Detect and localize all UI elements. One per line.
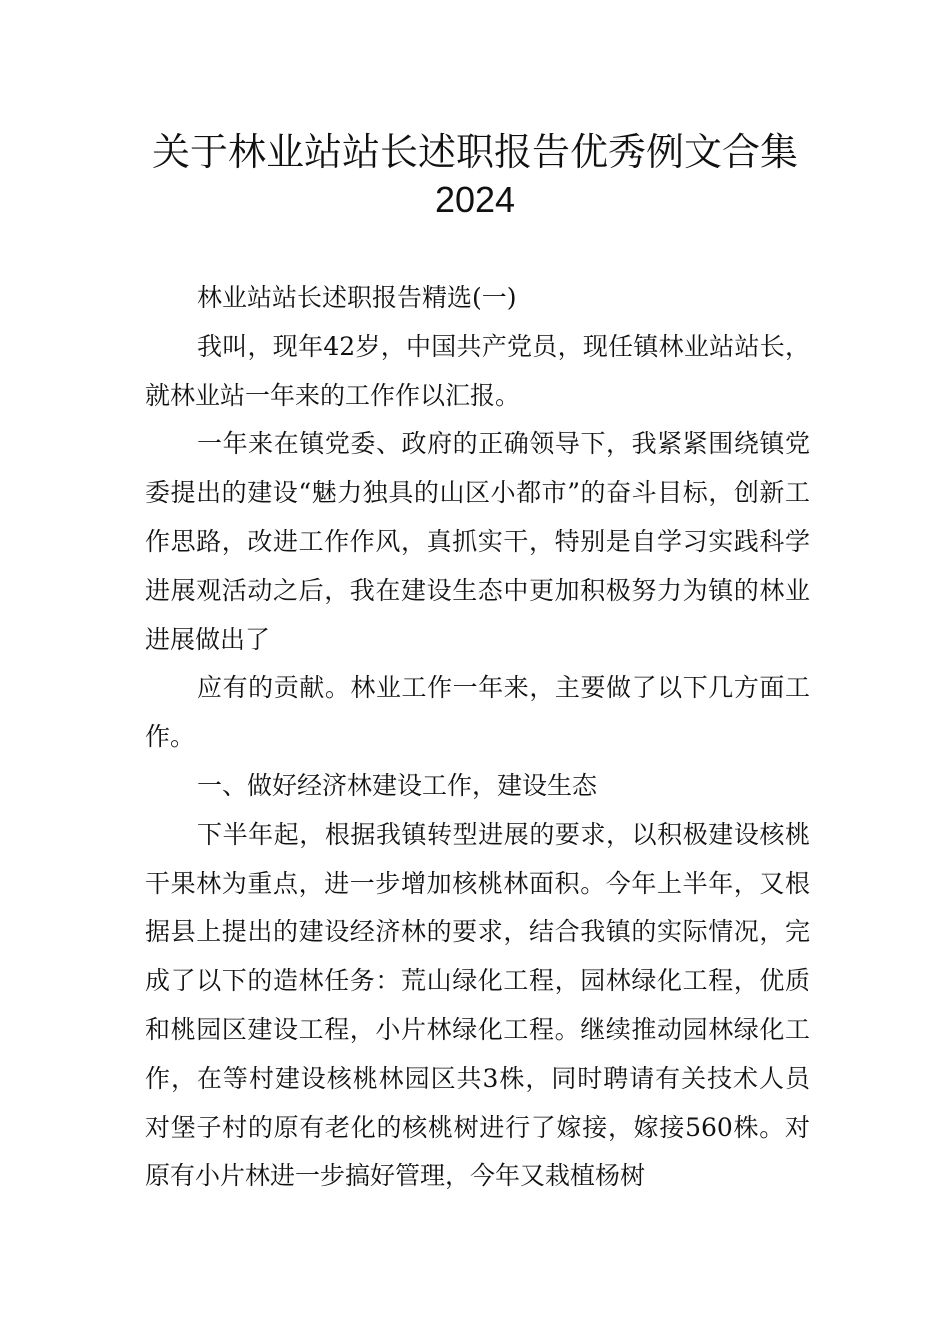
document-title-year: 2024 (434, 179, 516, 220)
document-title: 关于林业站站长述职报告优秀例文合集 (151, 130, 798, 174)
document-body (145, 274, 810, 1201)
paragraph: 我叫，现年42岁，中国共产党员，现任镇林业站站长，就林业站一年来的工作作以汇报。 (145, 331, 810, 410)
paragraph: 应有的贡献。林业工作一年来，主要做了以下几方面工作。 (145, 673, 810, 752)
section-heading: 一、做好经济林建设工作，建设生态 (197, 770, 598, 800)
paragraph: 下半年起，根据我镇转型进展的要求，以积极建设核桃干果林为重点，进一步增加核桃林面积。今年上半年，又根据县上提出的建设经济林的要求，结合我镇的实际情况，完成了以下的造林任务：荒山绿化工程，园林绿化工程，优质和桃园区建设工程，小片林绿化工程。继续推动园林绿化工作，在等村建设核桃林园区共3株，同时聘请有关技术人员对堡子村的原有老化的核桃树进行了嫁接，嫁接560株。对原有小片林进一步搞好管理，今年又栽植杨树 (145, 819, 810, 1191)
paragraph: 一年来在镇党委、政府的正确领导下，我紧紧围绕镇党委提出的建设“魅力独具的山区小都市”的奋斗目标，创新工作思路，改进工作作风，真抓实干，特别是自学习实践科学进展观活动之后，我在建设生态中更加积极努力为镇的林业进展做出了 (145, 429, 810, 654)
paragraph-heading: 林业站站长述职报告精选(一) (197, 283, 517, 312)
